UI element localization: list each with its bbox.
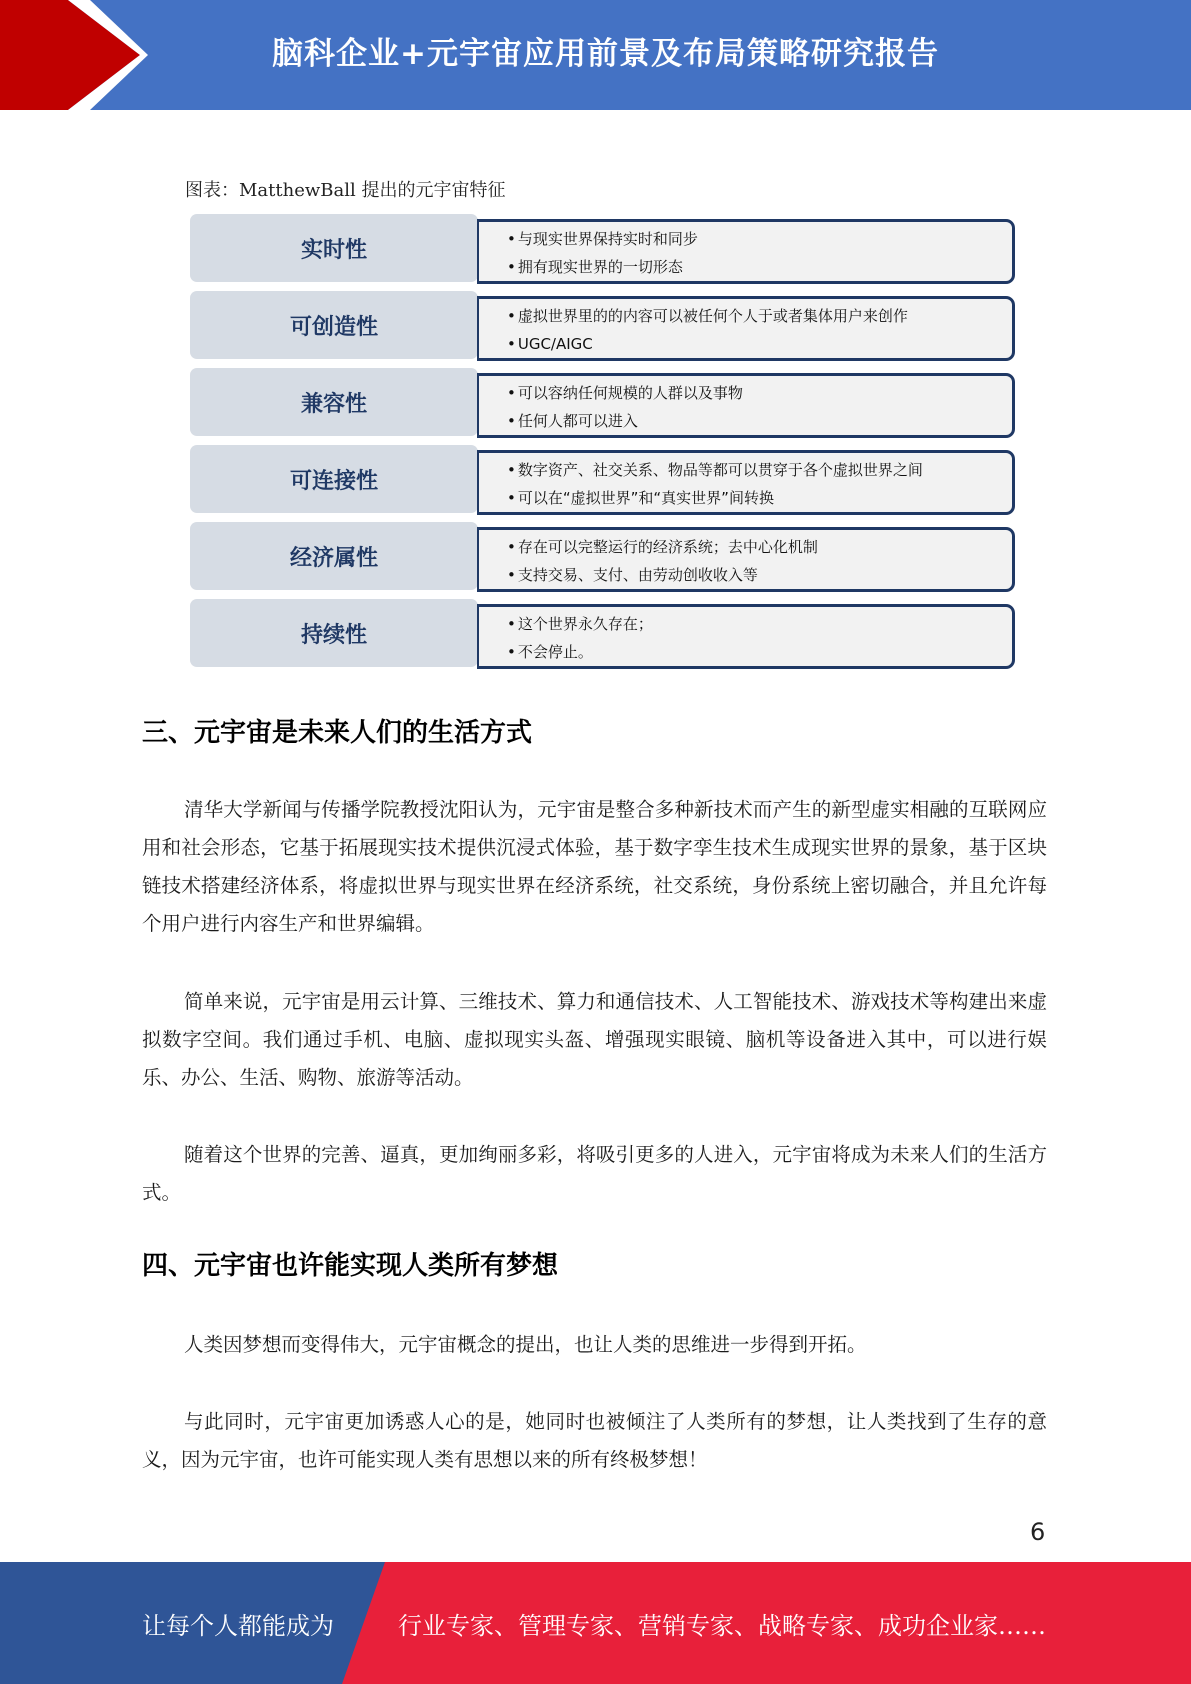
feature-point: • 拥有现实世界的一切形态	[507, 253, 1012, 281]
page-footer	[0, 1562, 1191, 1684]
body-paragraph: 人类因梦想而变得伟大，元宇宙概念的提出，也让人类的思维进一步得到开拓。	[184, 1333, 867, 1356]
feature-point: • 不会停止。	[507, 638, 1012, 666]
feature-point: • 数字资产、社交关系、物品等都可以贯穿于各个虚拟世界之间	[507, 456, 1012, 484]
feature-description	[477, 219, 1015, 284]
feature-description	[477, 296, 1015, 361]
section-heading: 三、元宇宙是未来人们的生活方式	[142, 718, 533, 748]
feature-description	[477, 373, 1015, 438]
feature-row	[190, 443, 995, 515]
section-heading: 四、元宇宙也许能实现人类所有梦想	[142, 1251, 559, 1281]
body-paragraph: 随着这个世界的完善、逼真，更加绚丽多彩，将吸引更多的人进入，元宇宙将成为未来人们的生活方式。	[142, 1143, 1047, 1204]
metaverse-features-table	[190, 212, 995, 674]
report-title: 脑科企业+元宇宙应用前景及布局策略研究报告	[272, 35, 939, 72]
feature-row	[190, 212, 995, 284]
feature-point: • 支持交易、支付、由劳动创收收入等	[507, 561, 1012, 589]
feature-row	[190, 597, 995, 669]
feature-description	[477, 604, 1015, 669]
feature-label: 经济属性	[190, 522, 478, 590]
feature-row	[190, 366, 995, 438]
feature-point: • 可以容纳任何规模的人群以及事物	[507, 379, 1012, 407]
feature-point: • 这个世界永久存在；	[507, 610, 1012, 638]
feature-point: • 任何人都可以进入	[507, 407, 1012, 435]
footer-slogan-left: 让每个人都能成为	[142, 1611, 334, 1640]
feature-point: • UGC/AIGC	[507, 330, 1012, 358]
feature-label: 兼容性	[190, 368, 478, 436]
footer-slogan-right: 行业专家、管理专家、营销专家、战略专家、成功企业家……	[398, 1611, 1046, 1640]
figure-caption: 图表：MatthewBall 提出的元宇宙特征	[185, 180, 506, 201]
feature-description	[477, 450, 1015, 515]
feature-label: 可创造性	[190, 291, 478, 359]
body-paragraph: 简单来说，元宇宙是用云计算、三维技术、算力和通信技术、人工智能技术、游戏技术等构建出来虚拟数字空间。我们通过手机、电脑、虚拟现实头盔、增强现实眼镜、脑机等设备进入其中，可以进行娱乐、办公、生活、购物、旅游等活动。	[142, 990, 1047, 1089]
feature-label: 可连接性	[190, 445, 478, 513]
feature-point: • 可以在“虚拟世界”和“真实世界”间转换	[507, 484, 1012, 512]
feature-point: • 与现实世界保持实时和同步	[507, 225, 1012, 253]
feature-description	[477, 527, 1015, 592]
feature-label: 实时性	[190, 214, 478, 282]
page-number: 6	[1030, 1518, 1046, 1546]
feature-point: • 虚拟世界里的的内容可以被任何个人于或者集体用户来创作	[507, 302, 1012, 330]
feature-point: • 存在可以完整运行的经济系统；去中心化机制	[507, 533, 1012, 561]
feature-label: 持续性	[190, 599, 478, 667]
feature-row	[190, 289, 995, 361]
body-paragraph: 与此同时，元宇宙更加诱惑人心的是，她同时也被倾注了人类所有的梦想，让人类找到了生存的意义，因为元宇宙，也许可能实现人类有思想以来的所有终极梦想！	[142, 1410, 1047, 1471]
feature-row	[190, 520, 995, 592]
page-header	[0, 0, 1191, 110]
body-paragraph: 清华大学新闻与传播学院教授沈阳认为，元宇宙是整合多种新技术而产生的新型虚实相融的互联网应用和社会形态，它基于拓展现实技术提供沉浸式体验，基于数字孪生技术生成现实世界的景象，基于区块链技术搭建经济体系，将虚拟世界与现实世界在经济系统，社交系统，身份系统上密切融合，并且允许每个用户进行内容生产和世界编辑。	[142, 798, 1047, 935]
